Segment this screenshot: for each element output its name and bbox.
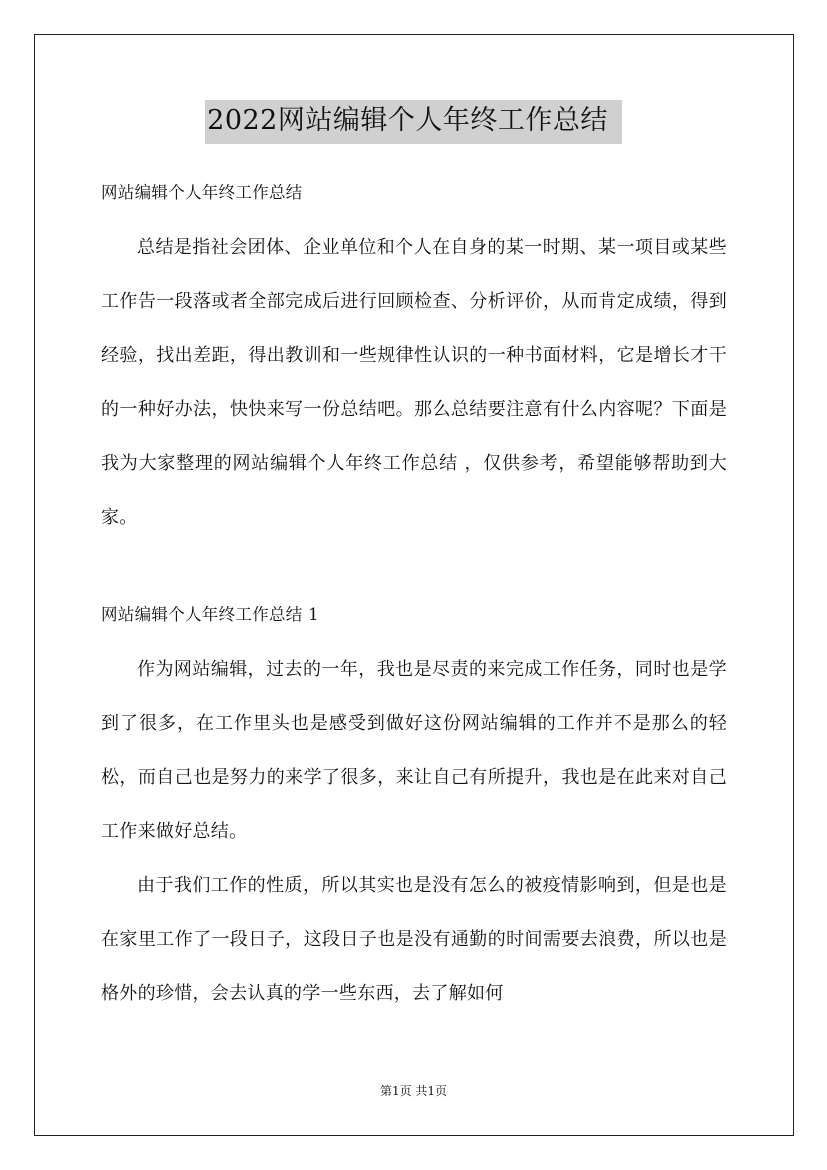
document-body (101, 175, 727, 1021)
section1-paragraph-1: 作为网站编辑，过去的一年，我也是尽责的来完成工作任务，同时也是学到了很多，在工作里头也是感受到做好这份网站编辑的工作并不是那么的轻松，而自己也是努力的来学了很多，来让自己有所提升，我也是在此来对自己工作来做好总结。 (101, 659, 727, 842)
page-footer: 第1页 共1页 (379, 1084, 448, 1098)
intro-paragraph: 总结是指社会团体、企业单位和个人在自身的某一时期、某一项目或某些工作告一段落或者全部完成后进行回顾检查、分析评价，从而肯定成绩，得到经验，找出差距，得出教训和一些规律性认识的一种书面材料，它是增长才干的一种好办法，快快来写一份总结吧。那么总结要注意有什么内容呢？下面是我为大家整理的网站编辑个人年终工作总结 ，仅供参考，希望能够帮助到大家。 (101, 237, 727, 528)
title-container (0, 100, 827, 144)
document-subtitle: 网站编辑个人年终工作总结 (101, 183, 303, 202)
document-title: 2022网站编辑个人年终工作总结 (205, 100, 622, 144)
section1-paragraph-2: 由于我们工作的性质，所以其实也是没有怎么的被疫情影响到，但是也是在家里工作了一段日子，这段日子也是没有通勤的时间需要去浪费，所以也是格外的珍惜，会去认真的学一些东西，去了解如何 (101, 875, 727, 1004)
section1-heading: 网站编辑个人年终工作总结 1 (101, 605, 319, 624)
